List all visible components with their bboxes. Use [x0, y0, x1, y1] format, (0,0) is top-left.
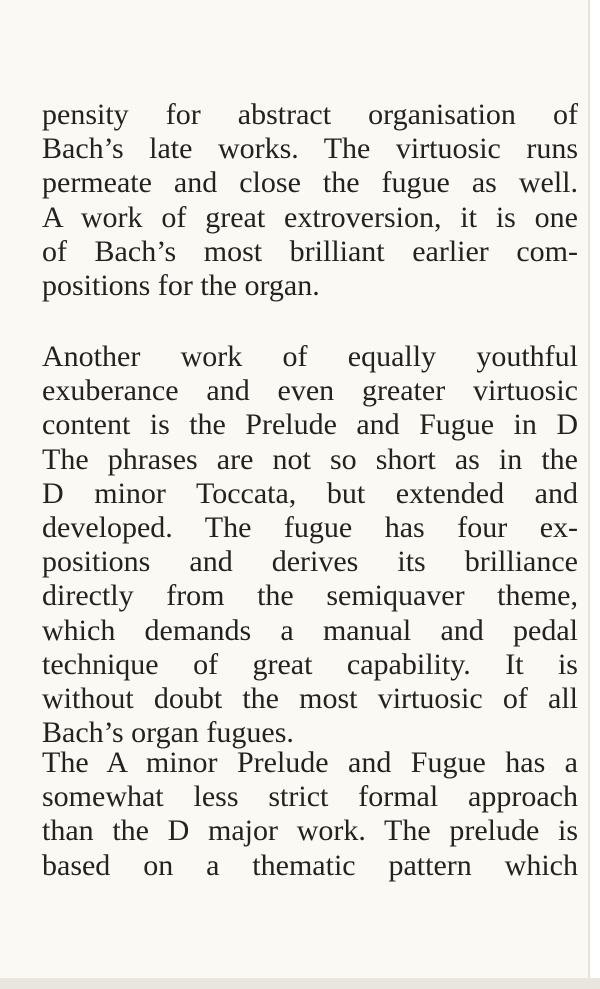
text-line: of Bach’s most brilliant earlier com- [42, 234, 578, 268]
page-edge [0, 978, 600, 989]
text-line: The phrases are not so short as in the [42, 442, 578, 476]
text-line: Bach’s organ fugues. [42, 716, 294, 750]
text-line: than the D major work. The prelude is [42, 814, 578, 848]
paragraph-organ-compositions [42, 98, 578, 303]
text-line: Bach’s late works. The virtuosic runs [42, 132, 578, 166]
text-line: The A minor Prelude and Fugue has a [42, 746, 578, 779]
text-line: exuberance and even greater virtuosic [42, 374, 578, 408]
text-line: which demands a manual and pedal [42, 613, 578, 647]
text-line: A work of great extroversion, it is one [42, 200, 578, 234]
text-line: positions for the organ. [42, 268, 320, 302]
text-line: positions and derives its brilliance [42, 545, 578, 579]
text-line: permeate and close the fugue as well. [42, 166, 578, 200]
text-line: technique of great capability. It is [42, 647, 578, 681]
text-line: without doubt the most virtuosic of all [42, 681, 578, 715]
text-line: pensity for abstract organisation of [42, 98, 578, 131]
text-line: developed. The fugue has four ex- [42, 510, 578, 544]
text-line: content is the Prelude and Fugue in D [42, 408, 578, 442]
text-line: Another work of equally youthful [42, 340, 578, 373]
text-line: based on a thematic pattern which [42, 848, 578, 882]
text-line: somewhat less strict formal approach [42, 780, 578, 814]
text-line: directly from the semiquaver theme, [42, 579, 578, 613]
paragraph-prelude-fugue-a-minor [42, 746, 578, 883]
text-line: D minor Toccata, but extended and [42, 476, 578, 510]
paragraph-prelude-fugue-d [42, 340, 578, 750]
